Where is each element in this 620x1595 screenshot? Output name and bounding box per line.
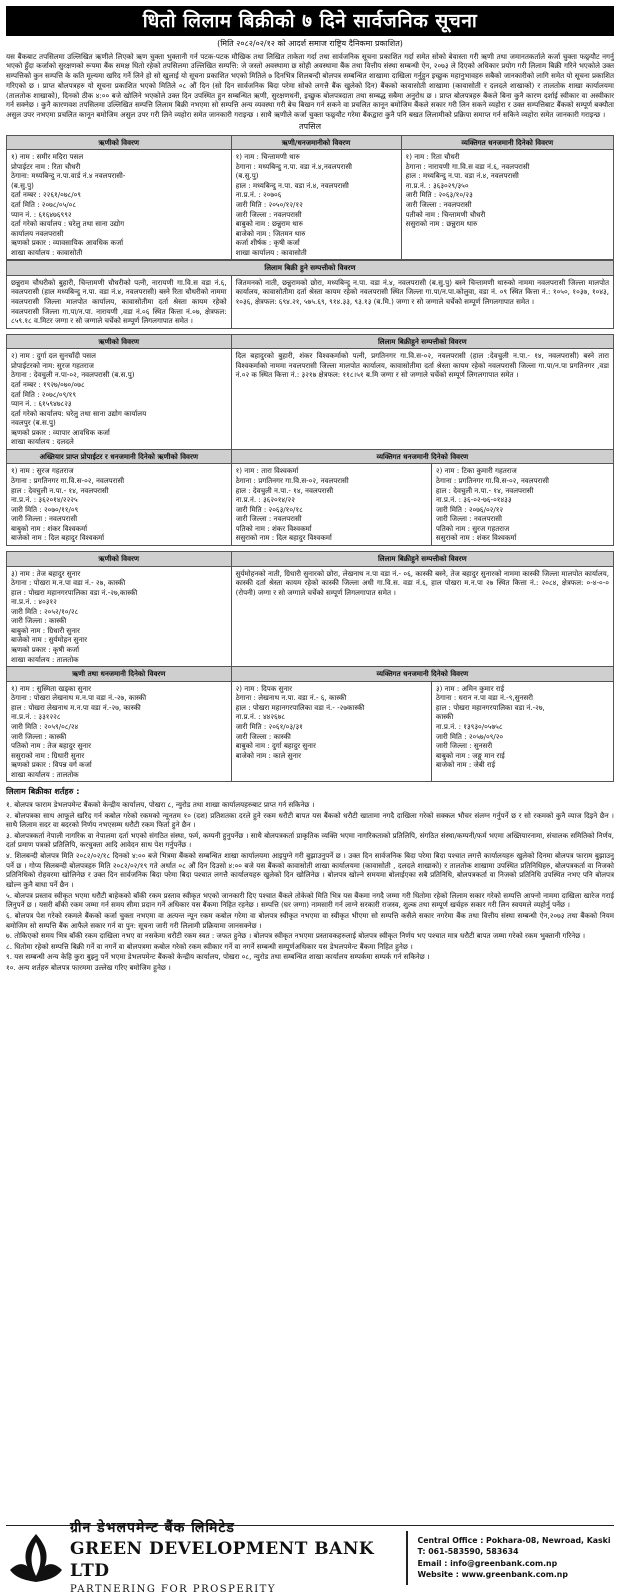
block3-header-borrower-guarantor: ऋणी तथा धनजमानी दिनेको विवरण [7,667,232,682]
block2-borrower-details [7,349,232,450]
detail-line: जारी मिति : २०५७/०९/२० [435,731,504,741]
detail-line: ठेगाना : पोखरा लेखनाथ म.न.पा वडा नं.-२७, कास्की [11,693,147,703]
block1-property-right: जितमनको नाती, छन्नुरामको छोरा, मध्यबिन्दु न.पा. वडा नं.४, नवलपरासी (ब.सु.पु) बस्ने चिन्तामणी थारुको नाममा नवलपरासी जिल्ला मालपोत कार्यालय, कावासोतीमा दर्ता श्रेस्ता कायम रहेको नवलपरासी स्थित जिल्ला गा.पा/न.पा.कोलुवा, वडा नं. ०९ स्थित कित्ता नं.: १०५०, १०३७, १०४३, १०३६, क्षेत्रफल: ६९४.२१, ५७५.६९, ९१४.३३, ९३.१३ (ब.मि.) जग्गा र सो जग्गाले चर्चेको सम्पूर्ण लिगलगापात समेत । [231,275,613,328]
detail-line: पतिको नाम : तेज बहादुर सुनार [11,741,91,751]
detail-line: जारी जिल्ला : सुनसरी [435,741,493,751]
block2-guarantor2-details [431,464,613,546]
block2-header-guarantor: व्यक्तिगत धनजमानी दिनेको विवरण [231,449,613,464]
conditions-section [6,787,614,972]
detail-line: पतीको नाम : चिन्तामणी चौधरी [405,209,486,219]
detail-line: प्यान नं. : ६१६४७६९९२ [11,209,72,219]
condition-item: ७. तोकिएको समय भित्र बाँकी रकम दाखिला नभए वा नसकेमा धरौटी रकम स्वत : जफत हुनेछ । बोलपत्र स्वीकृत नभएमा प्रस्तावकहरुलाई बोलपत्र स्वीकृत निर्णय भए पश्चात मात्र धरौटी बापत जम्मा गरेको रकम भुक्तानी गरिनेछ । [6,931,586,941]
detail-line: ना.प्र.नं. : ३६२०१४/२२२५ [11,495,78,505]
detail-line: १) नाम : तारा विश्वकर्मा [235,466,299,476]
detail-line: ऋणको प्रकार : व्यापार आवधिक कर्जा [11,427,110,437]
detail-line: बाबुको नाम : शंकर विश्वकर्मा [11,523,88,533]
detail-line: ठेगाना : नारायणी गा.वि.स वडा नं.६, नवलपरासी [405,161,530,171]
detail-line: ना.प्र.नं. : ४०३१२ [11,597,57,607]
block2-property-details: दिल बहादुरको बुहारी, शंकर विश्वकर्माको पत्नी, प्रगतिनगर गा.वि.स-०२, नवलपरासी (हाल :देवचुली न.पा.- १४, नवलपरासी) बस्ने तारा विश्वकर्माको नाममा नवलपरासी जिल्ला मालपोत कार्यालय, कावासोतीमा दर्ता श्रेस्ता कायम रहेको नवलपरासी जिल्ला गा.पा/न.पा प्रगतिनगर ,वडा नं.०२ क स्थित कित्ता नं.: ३२१७ क्षेत्रफल: ११८।५१ ब.मि जग्गा र सो जग्गाले चर्चेको सम्पूर्ण लिगलगापात समेत । [231,349,613,450]
block3-borrower-guarantor-details [7,681,232,782]
detail-line: बाजेको नाम : सुर्यमोहन सुनार [11,635,88,645]
detail-line: हाल : देवचुली न.पा.- १४, नवलपरासी [11,485,109,495]
detail-line: जारी जिल्ला : कास्की [11,616,67,626]
detail-line: जारी जिल्ला : नवलपरासी [405,199,472,209]
detail-line: १) नाम : रिता चौधरी [405,152,460,162]
condition-item: ३. बोलपत्रकर्ता नेपाली नागरिक वा नेपालमा दर्ता भएको संगठित संस्था, फर्म, कम्पनी हुनुपर्नेछ । साथै बोलपत्रकर्ता प्राकृतिक व्यक्ति भएमा नागरिकताको प्रतिलिपि, संगठित संस्था/कम्पनी/फर्म भएमा अख्तियारनामा, संचालक समितिको निर्णय, दर्ता प्रमाण पत्रको प्रतिलिपि, करचुक्ता आदि आवेदन साथ पेश गर्नुपर्नेछ । [6,830,614,850]
detail-line: दर्ता मिति : २०७८/०९/१९ [11,389,77,399]
detail-line: जारी मिति : २०५९/०८/२४ [11,721,79,731]
detail-line: ऋणको प्रकार : व्यावसायिक आवधिक कर्जा [11,238,124,248]
detail-line: बाजेको नाम : काले सुनार [235,750,302,760]
detail-line: कास्की [435,712,454,722]
website-link[interactable]: Website : www.greenbank.com.np [417,1569,568,1579]
block1-property-table [6,260,614,328]
detail-line: जारी मिति : २०६३/१०/१८ [235,504,303,514]
detail-line: ससुराको नाम : शंकर विश्वकर्मा [435,533,517,543]
detail-line: ना.प्र.नं. : ३६३०२९/३५० [405,180,469,190]
detail-line: जारी मिति : २०६१/०३/३१ [235,721,303,731]
condition-item: ९. यस सम्बन्धी अन्य केहि कुरा बुझ्नु पर्ने भएमा डेभलपमेन्ट बैंकको केन्द्रीय कार्यालय, पोखरा ०८, न्युरोड तथा सम्बन्धित शाखा कार्यालय सम्पर्कमा सम्पर्क गर्न सकिनेछ । [6,952,430,962]
condition-item: २. बोलपत्रका साथ आफूले खरिद गर्न कबोल गरेको रकमको न्यूनतम १० (दश) प्रतिशतका दरले हुने रकम धरौटी बापत यस बैंकको धरौटी खातामा नगदै दाखिला गरेको सक्कल भौचर संलग्न गर्नुपर्ने छ र सो रकमको कुनै व्याज दिइने छैन । साथै लिलाम सदर वा बदरको निर्णय नभएसम्म धरौटी रकम फिर्ता हुने छैन । [6,810,614,830]
detail-line: प्रोपाईटर नाम : रिता चौधरी [11,161,81,171]
block2-header-borrower: ऋणीको विवरण [7,334,232,349]
detail-line: शाखा कार्यालय : कावासोती [235,247,307,257]
block2-header-property: लिलाम बिक्रीहुने सम्पत्तीको विवरण [231,334,613,349]
block1-property-left: छन्नुराम चौधरीको बुहारी, चिन्तामणी चौधरीको पत्नी, नारायणी गा.वि.स वडा नं.६, नवलपरासी (हाल मध्यबिन्दु न.पा. वडा नं.४, नवलपरासी) बस्ने रिता चौधरीको नाममा नवलपरासी जिल्ला मालपोत कार्यालय, कावासोतीमा दर्ता श्रेस्ता कायम रहेको नवलपरासी जिल्ला गा.पा/न.पा. नारायणी ,वडा नं.०६ स्थित कित्ता नं.०७, क्षेत्रफल: ८५९.१८ व.मिटर जग्गा र सो जग्गाले चर्चेको सम्पूर्ण लिगलगापात समेत । [7,275,232,328]
block3-borrower-details [7,566,232,667]
detail-line: ठेगाना : पोखरा म.न.पा वडा नं.- २७, कास्की [11,578,126,588]
block2-guarantor1-details [231,464,431,546]
detail-line: दर्ता गरेको कार्यालय : घरेलु तथा साना उद्योग [11,219,125,229]
detail-line: बाजेको नाम : जितमन थारु [235,228,306,238]
detail-line: ना.प्र.नं. : ३६-०२-७६-०१४३३ [435,495,512,505]
block3-header-guarantor: व्यक्तिगत धनजमानी दिनेको विवरण [231,667,613,682]
detail-line: बाबुको नाम : दुर्गा बहादुर सुनार [235,741,316,751]
detail-line: बाबुको नाम : ग्रिधारी सुनार [11,625,80,635]
block2-table [6,334,614,546]
detail-line: हाल : देवचुली न.पा.- १४, नवलपरासी [435,485,534,495]
detail-line: नवलपुर (ब.स.पु) [11,418,56,428]
block1-header-borrower: ऋणीको विवरण [7,135,232,150]
detail-line: (ब.सु.पु) [235,171,259,181]
detail-line: (ब.सु.पु) [11,180,34,190]
detail-line: हाल : मध्यबिन्दु न.पा. वडा नं.४, नवलपरासी [405,171,519,181]
detail-line: २) नाम : दिपक सुनार [235,683,293,693]
detail-line: जारी मिति : २०७०/११/०९ [11,504,79,514]
conditions-list [6,800,614,973]
block3-table [6,551,614,782]
detail-line: २) नाम : दुर्गा दल सुनचाँदी पसल [11,351,96,361]
detail-line: हाल : मध्यबिन्दु न.पा. वडा नं.४, नवलपरासी [235,180,349,190]
detail-line: शाखा कार्यालय : तालतोक [11,654,79,664]
detail-line: जारी मिति : २०५०/१२/१२ [235,199,303,209]
detail-line: जारी मिति : २०६३/१०/२३ [405,190,473,200]
detail-line: ठेगाना : धरान न.पा वडा नं.-९,सुनसरी [435,693,533,703]
condition-item: ८. धितोमा रहेको सम्पत्ति बिक्री गर्ने वा नगर्ने वा बोलपत्रमा कबोल गरेको रकम स्वीकार गर्ने वा नगर्ने सम्बन्धी सम्पूर्णअधिकार यस डेभलपमेन्ट बैंकमा निहित हुनेछ । [6,941,413,951]
detail-line: कार्यालय नवलपरासी [11,228,64,238]
contact-info [418,1535,611,1580]
condition-item: १. बोलपत्र फाराम डेभलपमेन्ट बैंकको केन्द्रीय कार्यालय, पोखरा ८, न्युरोड तथा शाखा कार्यालयहरुबाट प्राप्त गर्न सकिनेछ । [6,799,315,809]
detail-line: जारी जिल्ला : नवलपरासी [435,514,502,524]
detail-line: जारी जिल्ला : कास्की [235,731,291,741]
tapsil-label: तपसिल [298,122,321,132]
detail-line: ठेगाना : प्रगतिनगर गा.वि.स-०२, नवलपरासी [235,476,349,485]
detail-line: ठेगाना : प्रगतिनगर गा.वि.स-०२, नवलपरासी [11,476,125,485]
detail-line: बाजेको नाम : दिल बहादुर विश्वकर्मा [11,533,105,543]
detail-line: दर्ता नम्बर : १९२७/०७०/०७८ [11,379,85,389]
detail-line: ना.प्र.नं. : ३६२०१४/२२ [235,495,295,505]
detail-line: पतिको नाम : शंकर विश्वकर्मा [235,523,312,533]
detail-line: जारी मिति : २०५२/१०/२८ [11,606,79,616]
detail-line: ठेगाना : मध्यबिन्दु न.पा. वडा नं.४,नवलपरासी [235,161,352,171]
detail-line: शाखा कार्यालय : तालतोक [11,769,79,779]
block3-property-details: सुर्यमोहनको नाती, ग्रिधारी सुनारको छोरा, लेखनाथ न.पा वडा नं.- ०६, कास्की बस्ने, तेज बहादुर सुनारको नाममा कास्की जिल्ला मालपोत कार्यालय, कास्की दर्ता श्रेस्ता कायम रहेको कास्की जिल्ला अधी गा.वि.स. वडा नं.६, हाल पोखरा म.न.पा २७ स्थित कित्ता नं.: २०८४, क्षेत्रफल: ०-४-०-० (रोपनी) जग्गा र सो जग्गाले चर्चेको सम्पूर्ण लिगलगापात समेत । [231,566,613,667]
detail-line: हाल : पोखरा लेखनाथ म.न.पा वडा नं.-२७, कास्की [11,702,141,712]
detail-line: जारी मिति : २०७६/०२/१२ [435,504,504,514]
block1-personal-guarantor-details [401,150,613,260]
footer [6,1520,614,1595]
detail-line: ठेगाना : लेखनाथ न.पा. वडा नं.- ६, कास्की [235,693,347,703]
detail-line: ठेगाना: मध्यबिन्दु न.पा.वार्ड नं.४ नवलपरासी- [11,171,126,181]
block1-borrower-details [7,150,232,260]
detail-line: शाखा कार्यालय : कावासोती [11,247,83,257]
detail-line: ससुराको नाम : दिल बहादुर विश्वकर्मा [235,533,332,543]
bank-logo-icon [6,1530,66,1586]
detail-line: शाखा कार्यालय : दलदले [11,437,74,447]
block1-property-header: लिलाम बिक्री हुने सम्पत्तीको विवरण [7,261,614,276]
detail-line: जारी जिल्ला : नवलपरासी [235,514,302,524]
detail-line: जारी जिल्ला : कास्की [11,731,67,741]
detail-line: ना.प्र.नं. : १३९३०/०५७५८ [435,721,503,731]
condition-item: १०. अन्य शर्तहरु बोलपत्र फारममा उल्लेख गरिए बमोजिम हुनेछ । [6,963,171,973]
detail-line: ठेगाना : देवचुली न.पा-०२, नवलपरासी (ब.स.पु) [11,370,135,380]
detail-line: हाल : देवचुली न.पा.- १४, नवलपरासी [235,485,334,495]
detail-line: प्रोपाईटरको नाम: सुरज गहतराज [11,360,94,370]
telephone: T: 061-583590, 583634 [417,1547,519,1557]
detail-line: ऋणको प्रकार : विपन्न वर्ग कर्जा [11,760,92,770]
detail-line: बाबुको नाम : छन्नुराम थारु [235,219,303,229]
block2-header-auth: अख्तियार प्राप्त प्रोपाईटर र धनजमानी दिनेको ऋणीको विवरण [7,449,232,464]
detail-line: पतिको नाम : सुरज गहतराज [435,523,510,533]
block3-guarantor2-details [431,681,613,782]
detail-line: हाल : पोखरा महानगरपालिका वडा नं.- -२७कास्की [235,702,365,712]
detail-line: हाल : पोखरा महानगरपालिका वडा नं.-२७,कास्की [11,587,138,597]
detail-line: दर्ता मिति : २०७८/०५/०८ [11,199,77,209]
detail-line: दर्ता गरेको कार्यालय: घरेलु तथा साना उद्योग कार्यालय [11,408,147,418]
detail-line: हाल : पोखरा महानगरपालिका वडा नं.-२७, [435,702,545,712]
bank-name-nepali: ग्रीन डेभलपमेन्ट बैंक लिमिटेड [70,1520,235,1537]
detail-line: ससुराको नाम : छन्नुराम थारु [405,219,478,229]
detail-line: ना.प्र.नं. : ४४२६७८ [235,712,286,722]
detail-line: ३) नाम : तेज बहादुर सुनार [11,568,81,578]
bank-name-english: GREEN DEVELOPMENT BANK LTD [70,1538,375,1582]
detail-line: जारी जिल्ला : नवलपरासी [235,209,302,219]
detail-line: १) नाम : चिन्तामणी थारु [235,152,300,162]
block3-header-property: लिलाम बिक्रीहुने सम्पत्तीको विवरण [231,551,613,566]
block3-guarantor1-details [231,681,431,782]
detail-line: कर्जा शीर्षक : कृषी कर्जा [235,238,300,248]
block1-header-personal-guarantor: व्यक्तिगत धनजमानी दिनेको विवरण [401,135,613,150]
condition-item: ४. शिलबन्दी बोलपत्र मिति २०८२/०२/१८ दिनको ४:०० बजे भित्रमा बैंकको सम्बन्धित शाखा कार्यालयमा आइपुग्ने गरी बुझाउनुपर्ने छ । उक्त दिन सार्वजनिक बिदा परेमा बिदा पश्चात लगत्तै कार्यालयहरु खुलेको दिनमा बोलपत्र फाराम बुझाउनु पर्ने छ । गोप्य सिलबन्दी बोलपत्रहरु मिति २०८२/०२/१९ गते अर्थात ०८ औं दिन दिउसो ४:०० बजे यस बैंकको कावासोती शाखा कार्यालयमा (कावासोती , दलदले शाखाको) र तालतोक शाखामा उपस्थित प्रतिनिधिहरु, बोलपत्रकर्ता वा निजको प्रतिनिधिको रोहवरमा खोलिनेछ र उक्त दिन सार्वजनिक बिदा परेमा बिदा पश्चात लगत्तै कार्यालयहरु खुलेको दिन खोलिनेछ । बोलपत्र खोल्ने समयमा बोलाईएका सबै प्रतिनिधि, बोलपत्रकर्ता वा निजको प्रतिनिधि उपस्थित नभए पनि बोलपत्र खोल्न कुनै बाधा पर्ने छैन । [6,851,614,889]
detail-line: दर्ता नम्बर : २२६१/०७८/०९ [11,190,81,200]
detail-line: प्यान नं. : ६१५९४७८२३ [11,399,72,409]
bank-tagline: PARTNERING FOR PROSPERITY [70,1583,276,1595]
bank-brand [66,1519,396,1595]
detail-line: १) नाम : समीर मदिरा पसल [11,152,84,162]
footer-divider [406,1531,408,1585]
block2-auth-details [7,464,232,546]
detail-line: जारी जिल्ला : नवलपरासी [11,514,78,524]
block3-header-borrower: ऋणीको विवरण [7,551,232,566]
conditions-title: लिलाम बिक्रीका शर्तहरु : [6,787,80,797]
detail-line: ना.प्र.नं. : २०७०६ [235,190,282,200]
detail-line: ऋणको प्रकार : कृषी कर्जा [11,645,80,654]
detail-line: २) नाम : टिका कुमारी गहतराज [435,466,517,476]
email-link[interactable]: Email : info@greenbank.com.np [417,1558,558,1568]
detail-line: ठेगाना : प्रगतिनगर गा.वि.स-०२, नवलपरासी [435,476,549,485]
detail-line: बाबुको नाम : जङ्गु मान राई [435,750,505,760]
intro-paragraph: यस बैंकबाट तपसिलमा उल्लिखित ऋणीले लिएको ऋण चुक्ता भुक्तानी गर्न पटक-पटक मौखिक तथा लिखित ताकेता गर्दा तथा सार्वजनिक सूचना प्रकाशित गर्दा समेत सोको बेवास्ता गरी ऋणी तथा जमानतकर्ताले कर्जा चुक्ता फछ्र्यौट नगर्नु भएको हुँदा कर्जाको सुरक्षणको रूपमा बैंक समक्ष धितो रहेको तपसिलमा उल्लिखित सम्पत्ति: जे जस्तो अवस्थामा छ सोही अवस्थामा बैंक तथा वित्तीय संस्था सम्बन्धी ऐन, २०७३ ले दिएको अधिकार प्रयोग गरी लिलाम बिक्री गरिने भएकोले उक्त सम्पत्तिको कुन सम्पत्ति के कति मूल्यमा खरिद गर्ने लिने हो सो खुलाई यो सूचना प्रकाशित भएको मितिले ७ दिनभित्र शिलबन्दी बोलपत्र सम्बन्धित शाखामा दाखिला गर्नुहुन इच्छुक महानुभावहरु सबैको जानकारीको लागि समेत यो सूचना प्रकाशित गरिएको छ । प्राप्त बोलपत्रहरु यो सूचना प्रकाशित भएको मितिले ०८ औं दिन (सो दिन सार्वजनिक बिदा परेमा सोको लगत्तै बैंक खुलेको दिन) बैंकको कावासोती शाखामा (कावासोती र दलदले शाखाको) र तालतोक शाखा कार्यालयमा (तालतोक शाखाको), दिनको ठीक ४:०० बजे खोलिने भएकोले उक्त दिन उपस्थित हुन सम्बन्धित ऋणी, सुरक्षणधनी, इच्छुक बोलपत्रदाता तथा सम्बद्ध सबैमा अनुरोध छ । प्राप्त बोलपत्रहरु बैंकले बिना कुनै कारण दर्शाई स्वीकार वा अस्वीकार गर्न सक्नेछ । कुनै कारणवश तपसिलमा उल्लिखित सम्पत्ति लिलाम बिक्री नभएमा सो सम्पत्ति अन्य व्यवस्था गरी बेच बिखन गर्न सकने वा प्रचलित कानून बमोजिम बैंकले सकार गरी लिन सकने व्यहोरा र उक्त सम्पत्तिबाट बैंकको सम्पूर्ण बक्यौता असुल उपर नभएमा प्रचलित कानून बमोजिम असुल उपर गरी लिने व्यहोरा समेत जानकारी गराइन्छ । साथै ऋणीले कर्जा चुक्ता फछ्र्यौट गरेमा बैंकद्वारा कुनै पनि बखत लिलामीको प्रक्रिया समाप्त गर्न सकिने व्यहोरा समेत जानकारी गराइन्छ । [6,51,614,120]
block1-header-borrower-guarantor: ऋणी/धनजमानीको विवरण [231,135,401,150]
condition-item: ६. बोलपत्र पेश गरेको रकमले बैंकको कर्जा चुक्ता नभएमा वा अत्यन्त न्यून रकम कबोल गरेमा वा बोलपत्र स्वीकृत नभएमा वा स्वीकृत भीएमा सो सम्पत्ति कसैले सकार नगरेमा बैंक तथा वित्तीय संस्था सम्बन्धी ऐन,२०७३ तथा बैंकको नियम बमोजिम सो सम्पत्ति बैंक आफैले सकार गर्न वा पुन: सूचना जारी गरी लिलामी प्रक्रियामा जानसक्नेछ । [6,910,614,930]
block1-table [6,135,614,261]
publish-date-note: (मिति २०८२/०२/१२ को आदर्श समाज राष्ट्रिय दैनिकमा प्रकाशित) [217,39,403,48]
detail-line: १) नाम : सुरज गहतराज [11,466,74,476]
block1-guarantor-details [231,150,401,260]
central-office: Central Office : Pokhara-08, Newroad, Kaski [417,1535,611,1545]
condition-item: ५. बोलपत्र प्रस्ताव स्वीकृत भएमा धरौटी बाहेकको बाँकी रकम प्रस्ताव स्वीकृत भएको जानकारी दिए पश्चात बैंकले तोकेको मिति भित्र यस बैंकमा नगदै जम्मा गरी धितोमा रहेको लिलाम सकार गरेको सम्पत्ति आफ्नो नाममा दाखिला खारेज गराई लिनुपर्ने छ । यसरी बाँकी रकम जम्मा गर्न समय सीमा प्रदान गर्ने अधिकार यस बैंकमा निहित रहनेछ । सम्पत्ति (घर जग्गा) नामसारी गर्न लाग्ने सरकारी राजस्व, शुल्क तथा सम्पूर्ण खर्चहरु सकार गरी लिन स्वयमले व्यहोर्नु पर्नेछ । [6,890,614,910]
detail-line: ३) नाम : अमिन कुमार राई [435,683,505,693]
detail-line: ना.प्र.नं. : ३३१२२८ [11,712,61,722]
detail-line: ससुराको नाम : ग्रिधारी सुनार [11,750,85,760]
detail-line: १) नाम : सुस्मिता खड्का सुनार [11,683,92,693]
notice-title: धितो लिलाम बिक्रीको ७ दिने सार्वजनिक सूचना [6,6,614,36]
detail-line: बाजेको नाम : जेबी राई [435,760,496,770]
